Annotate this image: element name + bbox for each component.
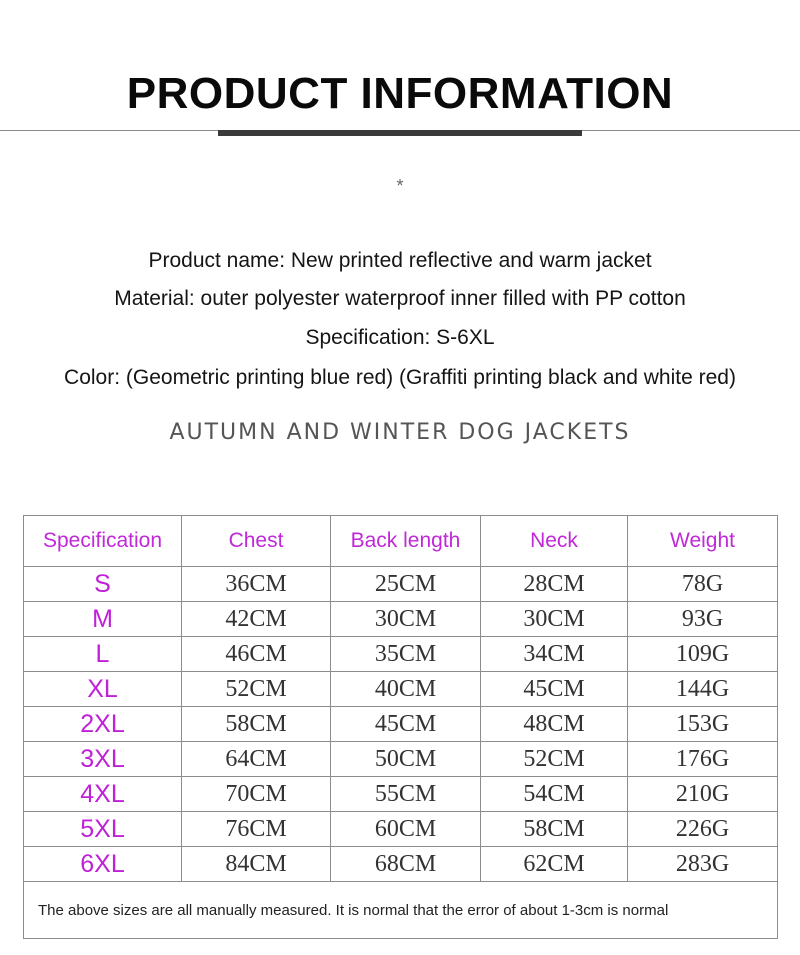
- title-accent-bar: [218, 130, 582, 136]
- table-row: [24, 777, 778, 812]
- table-note-row: [24, 882, 778, 939]
- cell-chest: 52CM: [182, 672, 331, 707]
- table-row: [24, 847, 778, 882]
- cell-weight: 226G: [628, 812, 778, 847]
- cell-neck: 52CM: [481, 742, 628, 777]
- cell-back-length: 30CM: [331, 602, 481, 637]
- color-line: Color: (Geometric printing blue red) (Graffiti printing black and white red): [64, 366, 736, 389]
- header-weight: Weight: [628, 516, 778, 567]
- cell-chest: 70CM: [182, 777, 331, 812]
- cell-back-length: 40CM: [331, 672, 481, 707]
- table-row: [24, 742, 778, 777]
- cell-back-length: 50CM: [331, 742, 481, 777]
- cell-chest: 58CM: [182, 707, 331, 742]
- page-title: PRODUCT INFORMATION: [126, 69, 674, 118]
- cell-neck: 58CM: [481, 812, 628, 847]
- cell-spec: 3XL: [24, 742, 182, 777]
- header-back-length: Back length: [331, 516, 481, 567]
- cell-spec: M: [24, 602, 182, 637]
- cell-weight: 153G: [628, 707, 778, 742]
- header-neck: Neck: [481, 516, 628, 567]
- cell-weight: 109G: [628, 637, 778, 672]
- header-chest: Chest: [182, 516, 331, 567]
- cell-back-length: 35CM: [331, 637, 481, 672]
- table-row: [24, 637, 778, 672]
- table-header-row: [24, 516, 778, 567]
- cell-neck: 45CM: [481, 672, 628, 707]
- specification-line: Specification: S-6XL: [305, 326, 495, 349]
- table-row: [24, 567, 778, 602]
- cell-back-length: 45CM: [331, 707, 481, 742]
- cell-weight: 176G: [628, 742, 778, 777]
- cell-spec: 4XL: [24, 777, 182, 812]
- table-row: [24, 602, 778, 637]
- material-line: Material: outer polyester waterproof inner filled with PP cotton: [114, 287, 686, 310]
- cell-chest: 84CM: [182, 847, 331, 882]
- cell-chest: 76CM: [182, 812, 331, 847]
- cell-chest: 36CM: [182, 567, 331, 602]
- section-subtitle: AUTUMN AND WINTER DOG JACKETS: [169, 420, 631, 445]
- cell-spec: 2XL: [24, 707, 182, 742]
- cell-neck: 48CM: [481, 707, 628, 742]
- product-name-line: Product name: New printed reflective and warm jacket: [148, 249, 652, 272]
- size-chart-table: [23, 515, 778, 939]
- cell-neck: 34CM: [481, 637, 628, 672]
- cell-neck: 62CM: [481, 847, 628, 882]
- table-row: [24, 812, 778, 847]
- cell-neck: 54CM: [481, 777, 628, 812]
- cell-neck: 30CM: [481, 602, 628, 637]
- cell-weight: 283G: [628, 847, 778, 882]
- cell-neck: 28CM: [481, 567, 628, 602]
- cell-back-length: 55CM: [331, 777, 481, 812]
- cell-back-length: 68CM: [331, 847, 481, 882]
- cell-weight: 144G: [628, 672, 778, 707]
- cell-chest: 64CM: [182, 742, 331, 777]
- asterisk-mark: *: [396, 176, 404, 196]
- cell-spec: XL: [24, 672, 182, 707]
- cell-back-length: 25CM: [331, 567, 481, 602]
- header-specification: Specification: [24, 516, 182, 567]
- cell-spec: 5XL: [24, 812, 182, 847]
- measurement-note: The above sizes are all manually measured. It is normal that the error of about 1-3cm is normal: [24, 882, 778, 939]
- cell-weight: 78G: [628, 567, 778, 602]
- cell-spec: L: [24, 637, 182, 672]
- cell-weight: 93G: [628, 602, 778, 637]
- table-row: [24, 707, 778, 742]
- cell-spec: S: [24, 567, 182, 602]
- cell-spec: 6XL: [24, 847, 182, 882]
- cell-weight: 210G: [628, 777, 778, 812]
- cell-back-length: 60CM: [331, 812, 481, 847]
- cell-chest: 42CM: [182, 602, 331, 637]
- table-row: [24, 672, 778, 707]
- cell-chest: 46CM: [182, 637, 331, 672]
